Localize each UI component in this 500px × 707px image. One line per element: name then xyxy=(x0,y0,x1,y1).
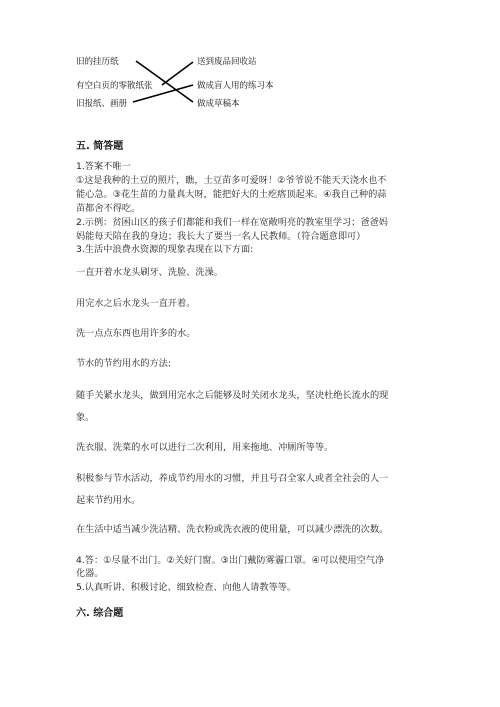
answer-4-line-2: 化器。 xyxy=(76,568,104,579)
match-right-3: 做成草稿本 xyxy=(197,99,240,109)
match-line-1 xyxy=(136,61,193,102)
answer-3-method-2: 洗衣服、洗菜的水可以进行二次利用，用来拖地、冲厕所等等。 xyxy=(76,442,334,453)
answer-3-method-4: 在生活中适当减少洗洁精、洗衣粉或洗衣液的使用量，可以减少漂洗的次数。 xyxy=(76,524,389,535)
answer-1-line-1: ①这是我种的土豆的照片，瞧，土豆苗多可爱呀！②爷爷说不能天天浇水也不 xyxy=(76,175,387,186)
matching-lines xyxy=(0,0,500,130)
match-left-1: 旧的挂历纸 xyxy=(76,57,119,67)
answer-3-method-1-line-2: 象。 xyxy=(76,412,95,423)
match-left-3: 旧报纸、画册 xyxy=(76,99,128,109)
answer-2-line-1: 2.示例：贫困山区的孩子们都能和我们一样在宽敞明亮的教室里学习；爸爸妈 xyxy=(76,217,388,228)
match-right-1: 送到废品回收站 xyxy=(197,57,257,67)
answer-1-header: 1.答案不唯一 xyxy=(76,161,131,172)
answer-1-line-3: 苗都舍不得吃。 xyxy=(76,203,141,214)
match-left-2: 有空白页的零散纸张 xyxy=(76,81,153,91)
answer-2-line-2: 妈能每天陪在我的身边；我长大了要当一名人民教师。（符合题意即可） xyxy=(76,231,366,242)
match-line-2 xyxy=(162,62,193,85)
answer-3-waste-2: 用完水之后水龙头一直开着。 xyxy=(76,298,196,309)
answer-3-methods-header: 节水的节约用水的方法: xyxy=(76,358,171,369)
match-right-2: 做成盲人用的练习本 xyxy=(197,81,274,91)
answer-5: 5.认真听讲、积极讨论、细致检查、向他人请教等等。 xyxy=(76,582,297,593)
answer-3-method-3-line-2: 起来节约用水。 xyxy=(76,495,141,506)
answer-3-method-3-line-1: 积极参与节水活动，养成节约用水的习惯，并且号召全家人或者全社会的人一 xyxy=(76,473,389,484)
answer-3-method-1-line-1: 随手关紧水龙头，做到用完水之后能够及时关闭水龙头，坚决杜绝长流水的现 xyxy=(76,390,389,401)
section-6-title: 六. 综合题 xyxy=(76,608,124,619)
section-5-title: 五. 简答题 xyxy=(76,141,124,152)
answer-4-line-1: 4.答：①尽量不出门。②关好门窗。③出门戴防雾霾口罩。④可以使用空气净 xyxy=(76,555,385,566)
answer-3-header: 3.生活中浪费水资源的现象表现在以下方面: xyxy=(76,244,254,255)
answer-3-waste-3: 洗一点点东西也用许多的水。 xyxy=(76,328,196,339)
answer-1-line-2: 能心急。③花生苗的力量真大呀，能把好大的土疙瘩顶起来。④我自己种的蒜 xyxy=(76,189,387,200)
answer-3-waste-1: 一直开着水龙头刷牙、洗脸、洗澡。 xyxy=(76,267,223,278)
match-line-3 xyxy=(133,85,193,102)
